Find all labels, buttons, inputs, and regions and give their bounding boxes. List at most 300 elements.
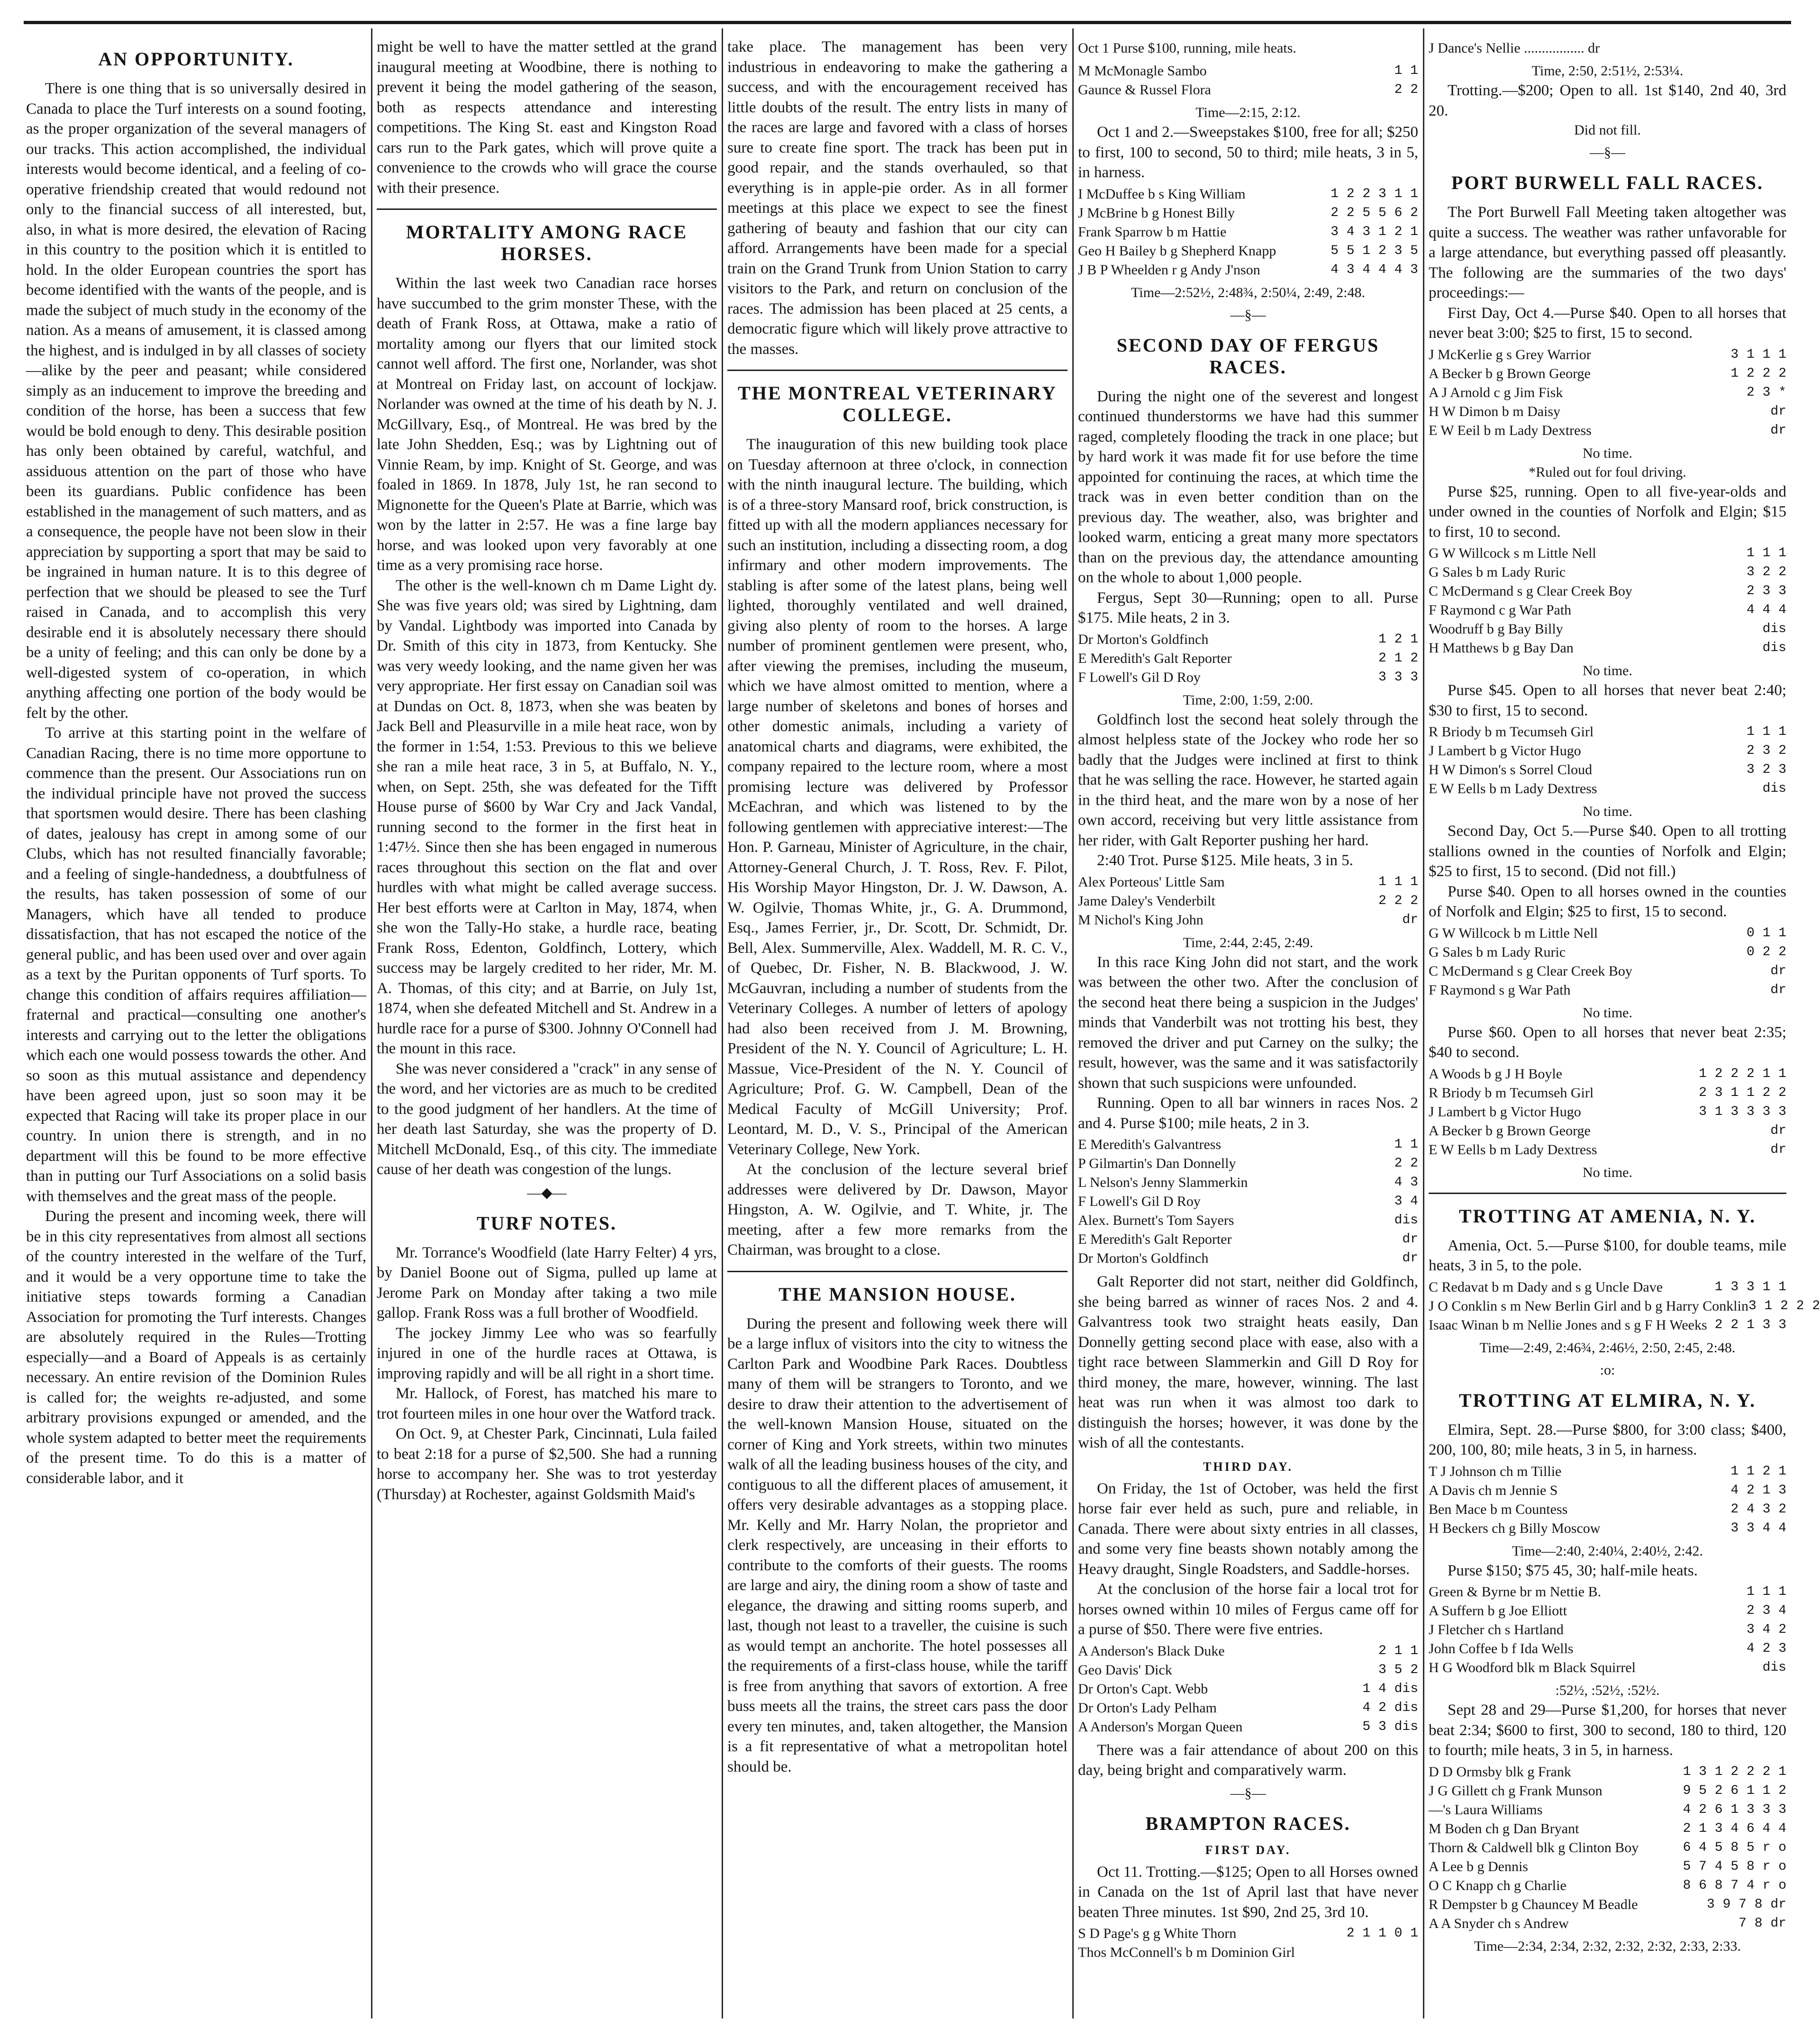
article-heading: THE MONTREAL VETERINARY COLLEGE. xyxy=(738,382,1057,425)
heat-scores: 0 2 2 xyxy=(1746,944,1786,959)
horse-entry: Geo H Bailey b g Shepherd Knapp xyxy=(1078,243,1277,259)
result-row xyxy=(1078,223,1418,242)
heat-scores: 4 3 4 4 4 3 xyxy=(1331,262,1418,277)
race-intro xyxy=(1078,122,1418,183)
article-heading: AN OPPORTUNITY. xyxy=(98,48,294,70)
race-note: No time. xyxy=(1583,445,1632,461)
horse-entry: I McDuffee b s King William xyxy=(1078,186,1246,202)
paragraph: There was a fair attendance of about 200 on this day, being bright and comparatively warm. xyxy=(1078,1741,1418,1779)
results-table xyxy=(1078,873,1418,930)
article-body xyxy=(1429,1420,1786,1460)
heat-scores: 1 4 dis xyxy=(1362,1681,1418,1696)
race-time: Time—2:34, 2:34, 2:32, 2:32, 2:32, 2:33, 2:33. xyxy=(1474,1938,1741,1954)
horse-entry: E Meredith's Galt Reporter xyxy=(1078,650,1232,666)
race-note: Did not fill. xyxy=(1574,122,1641,138)
result-row xyxy=(1429,345,1786,364)
article-body xyxy=(1429,1023,1786,1063)
heat-scores: dr xyxy=(1770,982,1786,997)
result-row xyxy=(1429,962,1786,981)
result-row xyxy=(1429,1763,1786,1782)
horse-entry: O C Knapp ch g Charlie xyxy=(1429,1877,1566,1893)
paragraph: On Friday, the 1st of October, was held the first horse fair ever held as such, pure and reliable, in Canada. There were about sixty entries in all classes, and some very fine beasts shown notably among the Heavy draught, Single Roadsters, and Saddle-horses. xyxy=(1078,1480,1418,1578)
horse-entry: J Lambert b g Victor Hugo xyxy=(1429,1104,1581,1120)
horse-entry: T J Johnson ch m Tillie xyxy=(1429,1463,1562,1479)
heat-scores: 2 3 * xyxy=(1746,385,1786,400)
result-row xyxy=(1078,1680,1418,1699)
heat-scores: 1 1 1 xyxy=(1746,546,1786,561)
paragraph: Amenia, Oct. 5.—Purse $100, for double teams, mile heats, 3 in 5, to the pole. xyxy=(1429,1237,1786,1274)
race-note: No time. xyxy=(1583,1004,1632,1021)
horse-entry: J McKerlie g s Grey Warrior xyxy=(1429,346,1591,362)
heat-scores: 5 3 dis xyxy=(1362,1719,1418,1734)
heat-scores: dis xyxy=(1762,1660,1786,1675)
column-rule xyxy=(371,28,372,2018)
result-row xyxy=(1429,620,1786,639)
race-time: Time, 2:00, 1:59, 2:00. xyxy=(1183,692,1313,708)
results-table xyxy=(1078,62,1418,100)
article-body xyxy=(1078,1740,1418,1781)
horse-entry: Alex. Burnett's Tom Sayers xyxy=(1078,1213,1234,1228)
heat-scores: 3 4 2 xyxy=(1746,1622,1786,1637)
result-row xyxy=(1429,1583,1786,1602)
heat-scores: 1 2 2 3 1 1 xyxy=(1331,186,1418,201)
section-rule xyxy=(727,370,1068,371)
horse-entry: C McDermand s g Clear Creek Boy xyxy=(1429,963,1632,979)
result-row xyxy=(1429,601,1786,620)
heat-scores: 4 2 3 xyxy=(1746,1641,1786,1656)
article-body xyxy=(727,434,1068,1260)
result-row xyxy=(1429,943,1786,962)
heat-scores: 3 3 3 xyxy=(1378,670,1418,685)
horse-entry: Green & Byrne br m Nettie B. xyxy=(1429,1584,1602,1600)
paragraph: During the present and incoming week, there will be in this city representatives from almost all sections of the country interested in the welfare of the Turf, and it would be a very opportune time to take the initiative steps towards forming a Canadian Association for promoting the Turf interests. Changes are absolutely required in the Rules—Trotting especially—and a Board of Appeals is as certainly necessary. An entire revision of the Dominion Rules is called for; the weights re-adjusted, and some arbitrary provisions expunged or amended, and the whole system adapted to better meet the requirements of the present time. To do this is a matter of considerable labor, and it xyxy=(26,1208,366,1487)
paragraph: Oct 1 and 2.—Sweepstakes $100, free for all; $250 to first, 100 to second, 50 to third; mile heats, 3 in 5, in harness. xyxy=(1078,124,1418,181)
result-row xyxy=(1429,1481,1786,1500)
results-table xyxy=(1429,1583,1786,1677)
ornament: —◆— xyxy=(527,1185,567,1201)
horse-entry: Frank Sparrow b m Hattie xyxy=(1078,224,1227,240)
article-body xyxy=(1429,1561,1786,1581)
heat-scores: 2 1 3 4 6 4 4 xyxy=(1683,1821,1786,1836)
result-row xyxy=(1429,421,1786,440)
horse-entry: A Davis ch m Jennie S xyxy=(1429,1482,1558,1498)
paragraph: might be well to have the matter settled at the grand inaugural meeting at Woodbine, there is nothing to prevent it being the model gathering of the season, both as respects attendance and interesting competitions. The King St. east and Kingston Road cars run to the Park gates, which will prove quite a convenience to the crowds who will grace the course with their presence. xyxy=(377,38,717,197)
horse-entry: Isaac Winan b m Nellie Jones and s g F H Weeks xyxy=(1429,1317,1707,1333)
paragraph: Purse $45. Open to all horses that never beat 2:40; $30 to first, 15 to second. xyxy=(1429,682,1786,719)
heat-scores: 2 3 2 xyxy=(1746,743,1786,758)
heat-scores: 0 1 1 xyxy=(1746,925,1786,941)
horse-entry: C Redavat b m Dady and s g Uncle Dave xyxy=(1429,1279,1663,1295)
result-row xyxy=(1078,1192,1418,1211)
article-body xyxy=(1078,1862,1418,1923)
article-heading: MORTALITY AMONG RACE HORSES. xyxy=(406,221,688,264)
result-row xyxy=(1078,1211,1418,1230)
paragraph: During the present and following week there will be a large influx of visitors into the city to witness the Carlton Park and Woodbine Park Races. Doubtless many of them will be strangers to Toronto, and we desire to draw their attention to the advertisement of the well-known Mansion House, situated on the corner of King and York streets, within two minutes walk of all the leading business houses of the city, and contiguous to all the different places of amusement, it offers very desirable advantages as a stopping place. Mr. Kelly and Mr. Harry Nolan, the proprietor and clerk respectively, are unceasing in their efforts to contribute to the comforts of their guests. The rooms are large and airy, the dining room a show of taste and elegance, the drawing and sitting rooms superb, and last, though not least to a traveller, the cuisine is such as would tempt an anchorite. The hotel possesses all the requirements of a first-class house, while the tariff is free from anything that savors of extortion. A free buss meets all the trains, the street cars pass the door every ten minutes, and, taken altogether, the Mansion is a fit representative of what a metropolitan hotel should be. xyxy=(727,1315,1068,1775)
heat-scores: dr xyxy=(1770,963,1786,978)
horse-entry: A A Snyder ch s Andrew xyxy=(1429,1915,1569,1931)
result-row xyxy=(1429,563,1786,582)
result-row xyxy=(1429,1602,1786,1620)
article-body xyxy=(1429,680,1786,721)
article-body xyxy=(727,1314,1068,1777)
paragraph: take place. The management has been very industrious in endeavoring to make the gathering a success, and with the encouragement received has little doubts of the result. The entry lists in many of the races are large and favored with a class of horses sure to create fine sport. The track has been put in good repair, and the stands overhauled, so that everything is in apple-pie order. As in all former meetings at this place we expect to see the finest gathering of beauty and fashion that our city can afford. Arrangements have been made for a special train on the Grand Trunk from Union Station to carry visitors to the Park, and return on conclusion of the races. The admission has been placed at 25 cents, a democratic figure which will likely prove attractive to the masses. xyxy=(727,38,1068,358)
result-row xyxy=(1429,981,1786,1000)
heat-scores: 3 1 1 1 xyxy=(1730,347,1786,362)
horse-entry: A Becker b g Brown George xyxy=(1429,1122,1591,1139)
horse-entry: Dr Morton's Goldfinch xyxy=(1078,631,1209,647)
heat-scores: 2 3 3 xyxy=(1746,584,1786,598)
result-row xyxy=(1429,1914,1786,1933)
paragraph: Galt Reporter did not start, neither did Goldfinch, she being barred as winner of races Nos. 2 and 4. Galvantress took two straight heats easily, Dan Donnelly getting second place with ease, also with a tight race between Slammerkin and Gill D Roy for third money, the mare, however, winning. The last heat was run when it was almost too dark to distinguish the horses; however, it was done by the wish of all the contestants. xyxy=(1078,1273,1418,1451)
result-row xyxy=(1078,1642,1418,1661)
result-row xyxy=(1078,1661,1418,1680)
result-row xyxy=(1078,649,1418,668)
paragraph: Purse $150; $75 45, 30; half-mile heats. xyxy=(1448,1562,1698,1579)
result-row xyxy=(1429,1500,1786,1519)
heat-scores: 1 3 3 1 1 xyxy=(1714,1279,1786,1294)
result-row xyxy=(1429,1895,1786,1914)
result-row xyxy=(1429,1876,1786,1895)
column-5 xyxy=(1429,37,1820,1956)
horse-entry: G Sales b m Lady Ruric xyxy=(1429,944,1566,960)
article-body xyxy=(1429,1236,1786,1276)
result-row xyxy=(1429,1801,1786,1819)
article-body xyxy=(1078,1272,1418,1453)
heat-scores: 2 1 1 0 1 xyxy=(1346,1926,1418,1941)
horse-entry: R Briody b m Tecumseh Girl xyxy=(1429,1085,1594,1101)
results-table xyxy=(1429,1065,1786,1159)
race-note: *Ruled out for foul driving. xyxy=(1529,464,1686,480)
results-table xyxy=(1078,630,1418,687)
column-rule xyxy=(1423,28,1424,2018)
column-rule xyxy=(1072,28,1074,2018)
horse-entry: Thorn & Caldwell blk g Clinton Boy xyxy=(1429,1839,1639,1855)
horse-entry: A Anderson's Black Duke xyxy=(1078,1643,1225,1659)
race-note: No time. xyxy=(1583,804,1632,819)
horse-entry: P Gilmartin's Dan Donnelly xyxy=(1078,1156,1236,1171)
paragraph: Purse $25, running. Open to all five-year-olds and under owned in the counties of Norfolk and Elgin; $15 to first, 10 to second. xyxy=(1429,483,1786,541)
results-table xyxy=(1429,544,1786,658)
horse-entry: G W Willcock b m Little Nell xyxy=(1429,925,1598,941)
race-time: Time—2:49, 2:46¾, 2:46½, 2:50, 2:45, 2:48. xyxy=(1479,1339,1736,1356)
result-row xyxy=(1429,639,1786,658)
race-time: Time—2:40, 2:40¼, 2:40½, 2:42. xyxy=(1512,1543,1703,1559)
horse-entry: A Lee b g Dennis xyxy=(1429,1858,1528,1874)
heat-scores: 3 3 4 4 xyxy=(1730,1520,1786,1536)
results-table xyxy=(1429,924,1786,1000)
horse-entry: J Fletcher ch s Hartland xyxy=(1429,1622,1564,1638)
result-row xyxy=(1078,1173,1418,1192)
horse-entry: F Lowell's Gil D Roy xyxy=(1078,669,1201,685)
result-row xyxy=(1429,1857,1786,1876)
result-row xyxy=(1429,1639,1786,1658)
result-row xyxy=(1429,1122,1786,1140)
heat-scores: 4 2 6 1 3 3 3 xyxy=(1683,1802,1786,1817)
heat-scores: 2 1 1 xyxy=(1378,1643,1418,1658)
paragraph: Goldfinch lost the second heat solely through the almost helpless state of the Jockey who rode her so badly that the Judges were inclined at first to think that he was selling the race. However, he started again in the third heat, and the mare won by a nose of her own accord, receiving but very little assistance from her rider, with Galt Reporter pushing her hard. xyxy=(1078,711,1418,849)
column-4 xyxy=(1078,37,1418,1966)
paragraph: Oct 11. Trotting.—$125; Open to all Horses owned in Canada on the 1st of April last that have never beaten Three minutes. 1st $90, 2nd 25, 3rd 10. xyxy=(1078,1863,1418,1921)
results-table xyxy=(1429,1278,1820,1335)
result-row xyxy=(1078,81,1418,100)
result-row xyxy=(1078,204,1418,223)
horse-entry: A Suffern b g Joe Elliott xyxy=(1429,1603,1567,1619)
heat-scores: 2 3 1 1 2 2 xyxy=(1699,1085,1786,1100)
paragraph: The inauguration of this new building took place on Tuesday afternoon at three o'clock, in connection with the ninth inaugural lecture. The building, which is of a three-story Mansard roof, brick construction, is fitted up with all the modern appliances necessary for such an institution, including a dissecting room, a dog infirmary and other modern improvements. The stabling is after some of the latest plans, being well lighted, thoroughly ventilated and well drained, giving also plenty of room to the horses. A large number of prominent gentlemen were present, who, after viewing the premises, including the museum, which we have almost omitted to mention, where a large number of skeletons and bones of horses and other domestic animals, including a variety of anatomical charts and diagrams, were exhibited, the company repaired to the lecture room, where a most promising lecture was delivered by Professor McEachran, and which was listened to by the following gentlemen with appreciative interest:—The Hon. P. Garneau, Minister of Agriculture, in the chair, Attorney-General Church, J. T. Ross, Rev. F. Pilot, His Worship Mayor Hingston, Dr. J. W. Dawson, A. W. Ogilvie, Thomas White, jr., G. A. Drummond, Esq., James Ferrier, jr., Dr. Scott, Dr. Schmidt, Dr. Bell, Alex. Summerville, Alex. Waddell, M. R. C. V., of Quebec, Dr. Fisher, N. B. Blackwood, J. W. McGauvran, including a number of students from the Veterinary Colleges. A number of letters of apology had also been received from J. M. Browning, President of the N. Y. Council of Agriculture; L. H. Massue, Vice-President of the N. Y. Council of Agriculture; Prof. G. W. Campbell, Dean of the Medical Faculty of McGill University; Prof. Leontard, M. D., V. S., Principal of the American Veterinary College, New York. xyxy=(727,436,1068,1158)
heat-scores: 3 4 3 1 2 1 xyxy=(1331,224,1418,239)
article-heading: PORT BURWELL FALL RACES. xyxy=(1451,172,1764,193)
article-body xyxy=(1429,821,1786,922)
article-body xyxy=(1429,1700,1786,1761)
horse-entry: Dr Orton's Capt. Webb xyxy=(1078,1681,1208,1697)
horse-entry: J G Gillett ch g Frank Munson xyxy=(1429,1783,1603,1799)
horse-entry: Dr Morton's Goldfinch xyxy=(1078,1250,1209,1266)
race-note: No time. xyxy=(1583,1164,1632,1180)
horse-entry: E W Eeil b m Lady Dextress xyxy=(1429,422,1592,438)
paragraph: The other is the well-known ch m Dame Light dy. She was five years old; was sired by Lightning, dam by Vandal. Lightbody was imported into Canada by Dr. Smith of this city in 1873, from Kentucky. She was very weedy looking, and the name given her was very appropriate. Her first essay on Canadian soil was at Dundas on Oct. 8, 1873, when she was beaten by Jack Bell and Pleasurville in a mile heat race, won by the former in 1:54, 1:53. Previous to this we believe she ran a mile heat race, 3 in 5, at Buffalo, N. Y., when, on Sept. 25th, she was defeated for the Tifft House purse of $600 by War Cry and Jack Vandal, running second to the former in the first heat in 1:47½. Since then she has been engaged in numerous races throughout this section on the flat and over hurdles with what might be called average success. Her best efforts were at Carlton in May, 1874, when she won the Tally-Ho stake, a hurdle race, beating Frank Ross, Edenton, Goldfinch, Lottery, which success may be largely credited to her rider, Mr. M. A. Thomas, of this city; and at Barrie, on July 1st, 1874, when she defeated Mitchell and St. Andrew in a hurdle race for a purse of $300. Johnny O'Connell had the mount in this race. xyxy=(377,577,717,1057)
results-table xyxy=(1429,345,1786,440)
paragraph: Mr. Hallock, of Forest, has matched his mare to trot fourteen miles in one hour over the Watford track. xyxy=(377,1385,717,1422)
race-note: No time. xyxy=(1583,663,1632,679)
article-heading: BRAMPTON RACES. xyxy=(1145,1812,1351,1834)
article-body xyxy=(377,273,717,1180)
heat-scores: dr xyxy=(1770,423,1786,438)
horse-entry: Woodruff b g Bay Billy xyxy=(1429,621,1563,637)
horse-entry: M Nichol's King John xyxy=(1078,912,1204,928)
horse-entry: —'s Laura Williams xyxy=(1429,1801,1543,1818)
horse-entry: Dr Orton's Lady Pelham xyxy=(1078,1700,1217,1716)
result-row xyxy=(1429,1140,1786,1159)
article-heading: TROTTING AT ELMIRA, N. Y. xyxy=(1458,1389,1757,1411)
heat-scores: 4 3 xyxy=(1394,1175,1418,1190)
paragraph: In this race King John did not start, and the work was between the other two. After the conclusion of the second heat there being a suspicion in the Judges' minds that Vanderbilt was not trotting his best, they removed the driver and put Carney on the sulky; the result, however, was the same and it was satisfactorily shown that such suspicions were unfounded. xyxy=(1078,953,1418,1092)
heat-scores: 3 1 3 3 3 3 xyxy=(1699,1104,1786,1119)
horse-entry: H W Dimon b m Daisy xyxy=(1429,403,1561,419)
horse-entry: M McMonagle Sambo xyxy=(1078,63,1207,79)
results-table xyxy=(1078,1642,1418,1737)
result-row xyxy=(1078,1154,1418,1173)
horse-entry: F Raymond c g War Path xyxy=(1429,602,1572,618)
heat-scores: 3 2 2 xyxy=(1746,565,1786,579)
heat-scores: 5 5 1 2 3 5 xyxy=(1331,243,1418,258)
result-row xyxy=(1078,242,1418,261)
result-row xyxy=(1429,1297,1820,1316)
result-row xyxy=(1078,1718,1418,1737)
heat-scores: 2 2 xyxy=(1394,1156,1418,1171)
horse-entry: Jame Daley's Venderbilt xyxy=(1078,893,1215,909)
horse-entry: F Lowell's Gil D Roy xyxy=(1078,1194,1201,1209)
horse-entry: J B P Wheelden r g Andy J'nson xyxy=(1078,262,1260,278)
heat-scores: 1 1 1 xyxy=(1746,1584,1786,1599)
results-table xyxy=(1429,723,1786,798)
article-body xyxy=(727,37,1068,359)
heat-scores: 1 2 2 2 1 1 xyxy=(1699,1066,1786,1081)
heat-scores: dis xyxy=(1762,641,1786,655)
result-row xyxy=(1078,185,1418,204)
results-table xyxy=(1429,1763,1786,1933)
paragraph: Fergus, Sept 30—Running; open to all. Purse $175. Mile heats, 2 in 3. xyxy=(1078,589,1418,626)
results-table xyxy=(1078,1924,1418,1962)
horse-entry: D D Ormsby blk g Frank xyxy=(1429,1764,1571,1780)
paragraph: Trotting.—$200; Open to all. 1st $140, 2nd 40, 3rd 20. xyxy=(1429,82,1786,119)
horse-entry: E Meredith's Galt Reporter xyxy=(1078,1231,1232,1247)
result-row xyxy=(1429,1782,1786,1801)
result-row xyxy=(1429,723,1786,742)
result-row xyxy=(1429,1620,1786,1639)
paragraph: Elmira, Sept. 28.—Purse $800, for 3:00 class; $400, 200, 100, 80; mile heats, 3 in 5, in harness. xyxy=(1429,1421,1786,1458)
result-row xyxy=(1078,1924,1418,1943)
results-table xyxy=(1078,1135,1418,1268)
paragraph: At the conclusion of the horse fair a local trot for horses owned within 10 miles of Fergus came off for a purse of $50. There were five entries. xyxy=(1078,1581,1418,1638)
race-time: Time—2:52½, 2:48¾, 2:50¼, 2:49, 2:48. xyxy=(1131,284,1365,300)
horse-entry: E Meredith's Galvantress xyxy=(1078,1137,1221,1152)
ornament: —§— xyxy=(1230,307,1266,323)
heat-scores: dis xyxy=(1762,622,1786,636)
paragraph: To arrive at this starting point in the welfare of Canadian Racing, there is no time more opportune to commence than the present. Our Associations run on the individual principle have not proved the success that sportsmen would desire. There has been clashing of dates, jealousy has crept in among some of our Clubs, which has not resulted financially favorable; and a feeling of single-handedness, a doubtfulness of the results, has taken possession of some of our Managers, which have all tended to produce dissatisfaction, that has not escaped the notice of the general public, and has been used over and over again as a text by the Puritan opponents of Turf sports. To change this condition of affairs requires affiliation—fraternal and practical—consulting one another's interests and carrying out to the letter the obligations which each one would possess towards the other. And so soon as this mutual assistance and dependency have been agreed upon, just so soon may it be expected that Racing will take its proper place in our country. In union there is strength, and in no department will this be found to be more effective than in putting our Turf Associations on a solid basis with themselves and the great mass of the people. xyxy=(26,724,366,1205)
heat-scores: 1 1 xyxy=(1394,1137,1418,1152)
heat-scores: 2 4 3 2 xyxy=(1730,1502,1786,1517)
paragraph: Sept 28 and 29—Purse $1,200, for horses that never beat 2:34; $600 to first, 300 to second, 180 to third, 120 to fourth; mile heats, 3 in 5, in harness. xyxy=(1429,1701,1786,1759)
horse-entry: H W Dimon's s Sorrel Cloud xyxy=(1429,762,1593,778)
heat-scores: 9 5 2 6 1 1 2 xyxy=(1683,1783,1786,1798)
race-time: Time, 2:50, 2:51½, 2:53¼. xyxy=(1531,63,1684,79)
horse-entry: John Coffee b f Ida Wells xyxy=(1429,1641,1574,1656)
heat-scores: dr xyxy=(1402,1251,1418,1266)
horse-entry: H Beckers ch g Billy Moscow xyxy=(1429,1520,1601,1536)
article-heading: TURF NOTES. xyxy=(476,1212,617,1234)
paragraph: First Day, Oct 4.—Purse $40. Open to all horses that never beat 3:00; $25 to first, 15 to second. xyxy=(1429,304,1786,342)
heat-scores: 2 2 5 5 6 2 xyxy=(1331,205,1418,220)
race-time: Time, 2:44, 2:45, 2:49. xyxy=(1183,934,1313,950)
heat-scores: 4 2 1 3 xyxy=(1730,1483,1786,1498)
result-row xyxy=(1429,924,1786,943)
heat-scores: dr xyxy=(1402,912,1418,927)
paragraph: Within the last week two Canadian race horses have succumbed to the grim monster These, with the death of Frank Ross, at Ottawa, make a ratio of mortality among our flyers that our limited stock cannot well afford. The first one, Norlander, was shot at Montreal on Friday last, on account of lockjaw. Norlander was owned at the time of his death by N. J. McGillvary, Esq., of Montreal. He was bred by the late John Shedden, Esq.; was by Lightning out of Vinnie Ream, by imp. Knight of St. George, and was foaled in 1869. In 1878, July 1st, he ran second to Mignonette for the Queen's Plate at Barrie, which was won by the latter in 2:57. He was a fine large bay horse, and was looked upon very favorably at one time as a very promising race horse. xyxy=(377,275,717,574)
result-row xyxy=(1429,544,1786,563)
paragraph: The Port Burwell Fall Meeting taken altogether was quite a success. The weather was rather unfavorable for a large attendance, but everything passed off pleasantly. The following are the summaries of the two days' proceedings:— xyxy=(1429,204,1786,301)
ornament: —§— xyxy=(1590,145,1625,160)
heat-scores: 1 1 1 xyxy=(1378,874,1418,889)
heat-scores: 3 5 2 xyxy=(1378,1662,1418,1677)
result-row xyxy=(1078,911,1418,930)
section-subheading: FIRST DAY. xyxy=(1205,1843,1291,1857)
horse-entry: A Woods b g J H Boyle xyxy=(1429,1066,1563,1082)
result-row xyxy=(1078,1135,1418,1154)
heat-scores: 5 7 4 5 8 r o xyxy=(1683,1859,1786,1874)
result-row xyxy=(1429,1316,1786,1335)
article-body xyxy=(1078,1479,1418,1640)
result-row xyxy=(1078,668,1418,687)
horse-entry: Ben Mace b m Countess xyxy=(1429,1501,1568,1517)
horse-entry: Geo Davis' Dick xyxy=(1078,1662,1172,1678)
result-row xyxy=(1429,582,1786,601)
result-row xyxy=(1429,1065,1786,1084)
result-row xyxy=(1078,261,1418,280)
horse-entry: F Raymond s g War Path xyxy=(1429,982,1571,998)
horse-entry: J McBrine b g Honest Billy xyxy=(1078,205,1235,221)
heat-scores: 1 3 1 2 2 2 1 xyxy=(1683,1764,1786,1779)
result-row xyxy=(1429,1658,1786,1677)
article-body xyxy=(377,1243,717,1505)
heat-scores: dr xyxy=(1770,1123,1786,1138)
heat-scores: 4 2 dis xyxy=(1362,1700,1418,1715)
article-heading: TROTTING AT AMENIA, N. Y. xyxy=(1458,1205,1757,1227)
article-body xyxy=(1429,81,1786,121)
result-row xyxy=(1429,1838,1786,1857)
article-body xyxy=(1429,482,1786,543)
ornament: —§— xyxy=(1230,1785,1266,1801)
paragraph: Second Day, Oct 5.—Purse $40. Open to all trotting stallions owned in the counties of Norfolk and Elgin; $25 to first, 15 to second. (Did not fill.) xyxy=(1429,823,1786,880)
horse-entry: A Anderson's Morgan Queen xyxy=(1078,1719,1243,1735)
top-rule xyxy=(24,21,1791,24)
result-row xyxy=(1078,1249,1418,1268)
article-heading: SECOND DAY OF FERGUS RACES. xyxy=(1116,334,1380,378)
heat-scores: 7 8 dr xyxy=(1739,1916,1786,1931)
paragraph: She was never considered a "crack" in any sense of the word, and her victories are as much to be credited to the good judgment of her handlers. At the time of her death last Saturday, she was the property of D. Mitchell McDonald, Esq., of this city. The immediate cause of her death was congestion of the lungs. xyxy=(377,1060,717,1178)
result-row xyxy=(1429,1519,1786,1538)
heat-scores: 1 1 1 xyxy=(1746,724,1786,739)
paragraph: 2:40 Trot. Purse $125. Mile heats, 3 in 5. xyxy=(1097,852,1353,869)
horse-entry: J Lambert b g Victor Hugo xyxy=(1429,743,1581,759)
result-row xyxy=(1078,630,1418,649)
result-row xyxy=(1429,1462,1786,1481)
section-rule xyxy=(1429,1193,1786,1194)
horse-entry: A Becker b g Brown George xyxy=(1429,365,1591,381)
horse-entry: R Briody b m Tecumseh Girl xyxy=(1429,724,1594,740)
horse-entry: M Boden ch g Dan Bryant xyxy=(1429,1820,1579,1837)
column-rule xyxy=(722,28,723,2018)
result-row xyxy=(1429,364,1786,383)
horse-entry: E W Eells b m Lady Dextress xyxy=(1429,781,1597,796)
result-row xyxy=(1429,402,1786,421)
result-row xyxy=(1429,760,1786,779)
paragraph: Purse $40. Open to all horses owned in the counties of Norfolk and Elgin; $25 to first, 15 to second. xyxy=(1429,883,1786,920)
result-row xyxy=(1429,742,1786,760)
heat-scores: dr xyxy=(1770,404,1786,419)
horse-entry: H Matthews b g Bay Dan xyxy=(1429,640,1574,656)
heat-scores: 8 6 8 7 4 r o xyxy=(1683,1878,1786,1893)
horse-entry: A J Arnold c g Jim Fisk xyxy=(1429,384,1563,400)
horse-entry: Alex Porteous' Little Sam xyxy=(1078,874,1225,890)
heat-scores: 2 3 4 xyxy=(1746,1603,1786,1618)
heat-scores: dis xyxy=(1762,781,1786,796)
paragraph: At the conclusion of the lecture several brief addresses were delivered by Dr. Dawson, Mayor Hingston, A. W. Ogilvie, and T. White, jr. The meeting, after a few more remarks from the Chairman, was brought to a close. xyxy=(727,1161,1068,1258)
heat-scores: 3 4 xyxy=(1394,1194,1418,1209)
horse-entry: Gaunce & Russel Flora xyxy=(1078,82,1211,98)
result-row xyxy=(1078,1943,1418,1962)
article-body xyxy=(1078,952,1418,1134)
heat-scores: 6 4 5 8 5 r o xyxy=(1683,1840,1786,1855)
paragraph: On Oct. 9, at Chester Park, Cincinnati, Lula failed to beat 2:18 for a purse of $2,500. She had a running horse to accompany her. She was to trot yesterday (Thursday) at Rochester, against Goldsmith Maid's xyxy=(377,1425,717,1503)
paragraph: During the night one of the severest and longest continued thunderstorms we have had this summer raged, completely flooding the track in one place; but by hard work it was made fit for use before the time appointed for continuing the races, at which time the track was in even better condition than on the previous day. The weather, also, was brighter and looked warm, enticing a great many more spectators than on the previous day, the attendance amounting on the whole to about 1,000 people. xyxy=(1078,388,1418,586)
horse-entry: H G Woodford blk m Black Squirrel xyxy=(1429,1660,1636,1675)
results-table xyxy=(1429,1462,1786,1538)
race-intro: Oct 1 Purse $100, running, mile heats. xyxy=(1078,40,1296,56)
paragraph: Running. Open to all bar winners in races Nos. 2 and 4. Purse $100; mile heats, 2 in 3. xyxy=(1078,1095,1418,1132)
heat-scores: 4 4 4 xyxy=(1746,603,1786,617)
column-3 xyxy=(727,37,1068,1777)
column-1 xyxy=(26,37,366,1488)
result-row xyxy=(1429,383,1786,402)
heat-scores: 3 9 7 8 dr xyxy=(1706,1897,1786,1912)
result-row xyxy=(1429,779,1786,798)
result-row xyxy=(1078,892,1418,911)
section-rule xyxy=(377,208,717,210)
horse-entry: R Dempster b g Chauncey M Beadle xyxy=(1429,1896,1638,1912)
article-body xyxy=(377,37,717,198)
heat-scores: 2 2 xyxy=(1394,82,1418,97)
result-row xyxy=(1078,873,1418,892)
